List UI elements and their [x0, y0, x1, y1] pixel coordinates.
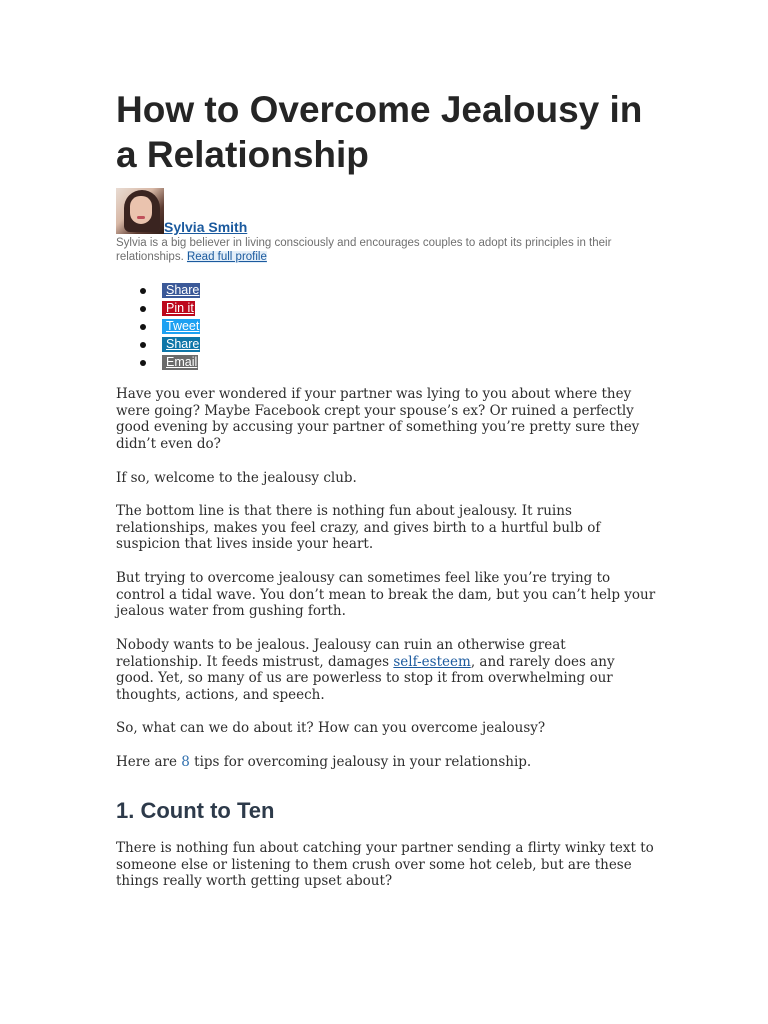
- paragraph-nobody-text-1: Nobody wants to be jealous. Jealousy can ruin an otherwise great relationship. It feeds mistrust, damages: [116, 637, 566, 670]
- share-item: [116, 336, 200, 354]
- tips-count: 8: [181, 754, 190, 770]
- author-bio-text: Sylvia is a big believer in living consciously and encourages couples to adopt its principles in their relationships.: [116, 237, 612, 263]
- author-name-link[interactable]: Sylvia Smith: [164, 219, 248, 235]
- paragraph-tips-intro: [116, 754, 656, 771]
- pinterest-pin-button[interactable]: Pin it: [162, 301, 195, 316]
- self-esteem-link[interactable]: self-esteem: [393, 653, 471, 670]
- paragraph-nobody-text-2: , and rarely does any good. Yet, so many of us are powerless to stop it from overwhelming our thoughts, actions, and speech.: [116, 653, 615, 704]
- author-avatar[interactable]: [116, 188, 164, 234]
- twitter-tweet-button[interactable]: Tweet: [162, 319, 200, 334]
- linkedin-share-button[interactable]: Share: [162, 337, 200, 352]
- share-item: [116, 300, 200, 318]
- article-title: How to Overcome Jealousy in a Relationship: [116, 89, 643, 175]
- paragraph-nobody: [116, 637, 656, 704]
- paragraph-bottom-line: The bottom line is that there is nothing fun about jealousy. It ruins relationships, makes you feel crazy, and gives birth to a hurtful bulb of suspicion that lives inside your heart.: [116, 503, 601, 553]
- author-bio: [116, 236, 656, 264]
- tips-intro-text-2: tips for overcoming jealousy in your relationship.: [189, 754, 532, 770]
- share-item: [116, 318, 200, 336]
- paragraph-tidal-wave: But trying to overcome jealousy can sometimes feel like you’re trying to control a tidal wave. You don’t mean to break the dam, but you can’t help your jealous water from gushing forth.: [116, 570, 656, 620]
- facebook-share-button[interactable]: Share: [162, 283, 200, 298]
- author-row: [116, 188, 656, 234]
- tips-intro-text-1: Here are: [116, 754, 182, 770]
- paragraph-welcome: If so, welcome to the jealousy club.: [116, 470, 357, 486]
- paragraph-count-to-ten: There is nothing fun about catching your partner sending a flirty winky text to someone else or listening to them crush over some hot celeb, but are these things really worth getting upset about?: [116, 840, 654, 890]
- read-full-profile-link[interactable]: Read full profile: [186, 251, 267, 263]
- email-share-button[interactable]: Email: [162, 355, 198, 370]
- paragraph-question: So, what can we do about it? How can you overcome jealousy?: [116, 720, 546, 736]
- paragraph-intro: Have you ever wondered if your partner was lying to you about where they were going? Maybe Facebook crept your spouse’s ex? Or ruined a perfectly good evening by accusing your partner of something you’re pretty sure they didn’t even do?: [116, 386, 640, 453]
- share-item: [116, 354, 200, 372]
- section-heading-1: 1. Count to Ten: [116, 798, 275, 823]
- share-list: [116, 282, 200, 372]
- share-item: [116, 282, 200, 300]
